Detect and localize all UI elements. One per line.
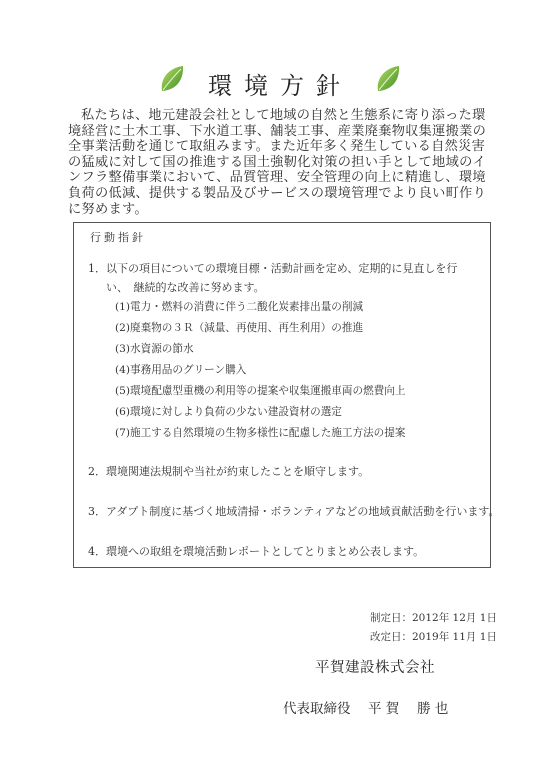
guideline-subitem: (1)電力・燃料の消費に伴う二酸化炭素排出量の削減: [115, 301, 364, 313]
title-row: [0, 62, 550, 102]
guideline-item-1: 1．以下の項目についての環境目標・活動計画を定め、定期的に見直しを行: [88, 262, 458, 275]
guidelines-box: [73, 222, 500, 568]
guidelines-title: 行動指針: [90, 231, 146, 244]
intro-line: 境経営に土木工事、下水道工事、舗装工事、産業廃棄物収集運搬業の: [68, 123, 487, 139]
established-date: 制定日：2012年 12月 1日: [370, 612, 497, 624]
intro-line: 私たちは、地元建設会社として地域の自然と生態系に寄り添った環: [81, 108, 486, 123]
guideline-subitem: (2)廃棄物の３Ｒ（減量、再使用、再生利用）の推進: [115, 322, 364, 334]
guideline-subitem: (5)環境配慮型重機の利用等の提案や収集運搬車両の燃費向上: [115, 385, 406, 397]
guideline-subitem: (6)環境に対しより負荷の少ない建設資材の選定: [115, 406, 342, 418]
representative-name: 平 賀 勝 也: [368, 701, 449, 717]
guideline-item-3: 3．アダプト制度に基づく地域清掃・ボランティアなどの地域貢献活動を行います。: [88, 505, 500, 518]
intro-line: ンフラ整備事業において、品質管理、安全管理の向上に精進し、環境: [68, 170, 486, 186]
revised-date: 改定日：2019年 11月 1日: [370, 631, 497, 643]
intro-line: の猛威に対して国の推進する国土強靭化対策の担い手として地域のイ: [68, 154, 487, 170]
intro-line: に努めます。: [68, 201, 148, 217]
guideline-item-2: 2．環境関連法規制や当社が約束したことを順守します。: [88, 465, 370, 478]
company-name: 平賀建設株式会社: [315, 660, 435, 676]
representative-title: 代表取締役: [283, 701, 351, 717]
intro-line: 負荷の低減、提供する製品及びサービスの環境管理でより良い町作り: [68, 185, 487, 201]
leaf-icon: [374, 64, 402, 94]
guideline-item-1-cont: い、 継続的な改善に努めます。: [106, 281, 265, 294]
page-title: 環境方針: [208, 72, 352, 100]
intro-paragraph: [68, 108, 500, 217]
guideline-subitem: (7)施工する自然環境の生物多様性に配慮した施工方法の提案: [115, 427, 406, 439]
guideline-subitem: (4)事務用品のグリーン購入: [115, 364, 247, 376]
intro-line: 全事業活動を通じて取組みます。また近年多く発生している自然災害: [68, 139, 486, 155]
guideline-subitem: (3)水資源の節水: [115, 343, 194, 355]
guideline-item-4: 4．環境への取組を環境活動レポートとしてとりまとめ公表します。: [88, 545, 425, 558]
leaf-icon: [158, 64, 186, 94]
